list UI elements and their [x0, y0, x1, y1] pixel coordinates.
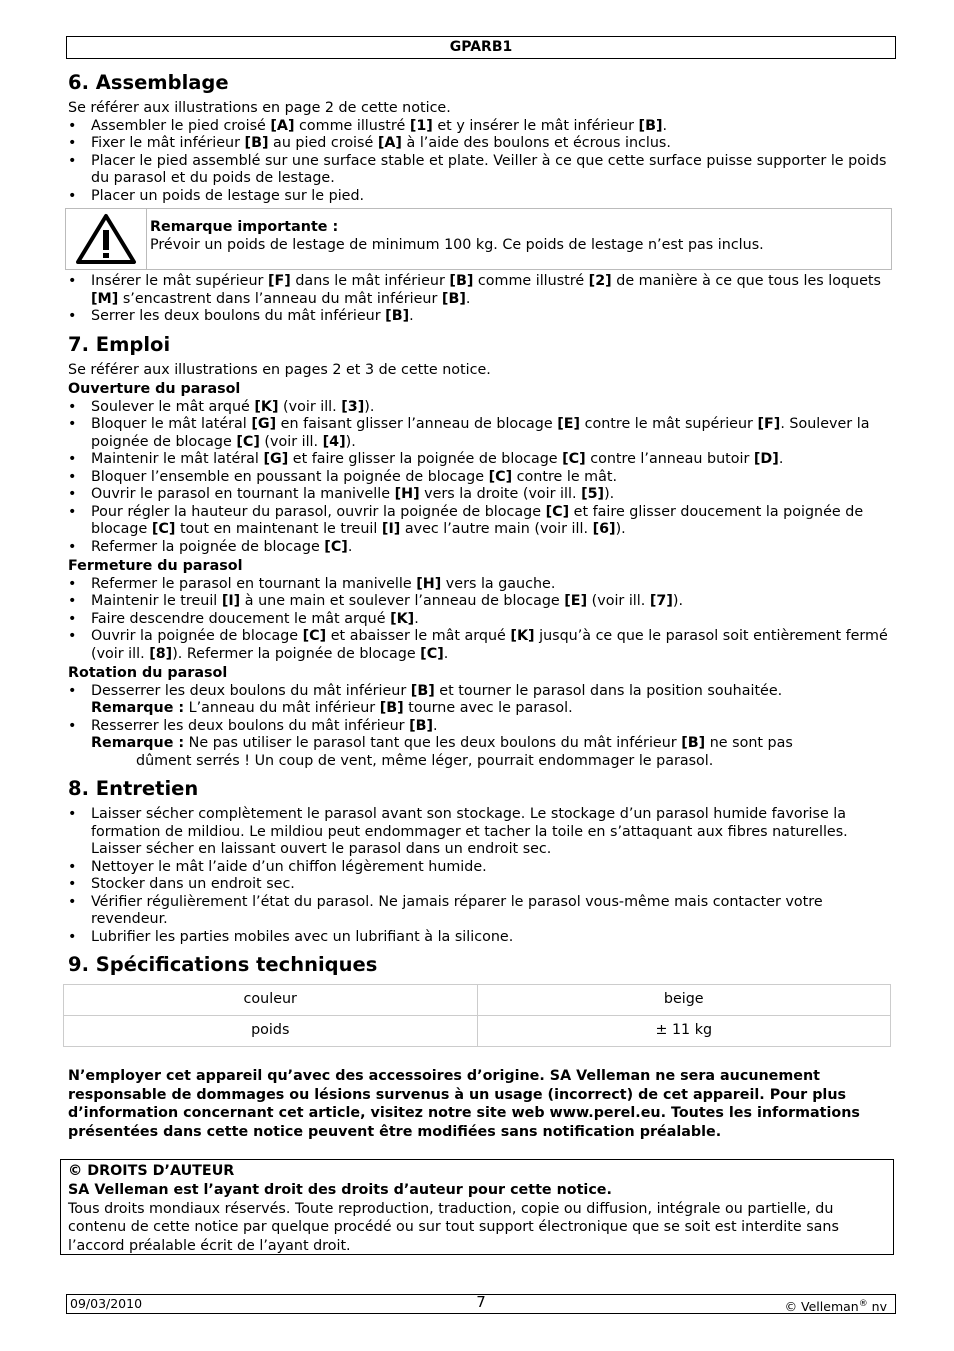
list-item: • Desserrer les deux boulons du mât inférieur [B] et tourner le parasol dans la position souhaitée. Remarque : L’anneau du mât inférieur [B] tourne avec le parasol.: [91, 683, 892, 718]
copyright-title: © DROITS D’AUTEUR: [68, 1163, 235, 1179]
list-item: • Soulever le mât arqué [K] (voir ill. [3]).: [91, 399, 892, 417]
footer-date: 09/03/2010: [70, 1296, 143, 1311]
list-item: • Nettoyer le mât l’aide d’un chiffon légèrement humide.: [91, 859, 892, 877]
list-item: • Refermer la poignée de blocage [C].: [91, 539, 892, 557]
opening-list: [68, 399, 892, 557]
list-item: • Ouvrir la poignée de blocage [C] et abaisser le mât arqué [K] jusqu’à ce que le parasol soit entièrement fermé (voir ill. [8]). Refermer la poignée de blocage [C].: [91, 628, 892, 663]
section-6-list-1: [68, 118, 892, 206]
table-row: [64, 985, 891, 1016]
list-item: • Insérer le mât supérieur [F] dans le mât inférieur [B] comme illustré [2] de manière à ce que tous les loquets [M] s’encastrent dans l’anneau du mât inférieur [B].: [91, 273, 892, 308]
spec-table: [63, 984, 891, 1047]
closing-subtitle: Fermeture du parasol: [68, 558, 243, 574]
section-6-title: 6. Assemblage: [68, 71, 229, 94]
warning-triangle-icon: [66, 209, 147, 269]
table-row: [64, 1016, 891, 1047]
spec-value: beige: [477, 985, 891, 1016]
section-7-title: 7. Emploi: [68, 332, 171, 356]
opening-subtitle: Ouverture du parasol: [68, 381, 241, 397]
list-item: • Bloquer le mât latéral [G] en faisant glisser l’anneau de blocage [E] contre le mât supérieur [F]. Soulever la poignée de blocage [C] (voir ill. [4]).: [91, 416, 892, 451]
warning-text: [147, 209, 764, 269]
section-7-intro: Se référer aux illustrations en pages 2 et 3 de cette notice.: [68, 361, 491, 378]
rotation-list: [68, 683, 892, 771]
closing-list: [68, 576, 892, 664]
copyright-text: Tous droits mondiaux réservés. Toute reproduction, traduction, copie ou diffusion, intégrale ou partielle, du contenu de cette notice par quelque procédé ou sur tout support électronique que se soit est interdite sans l’accord préalable écrit de l’ayant droit.: [68, 1200, 839, 1255]
list-item: • Fixer le mât inférieur [B] au pied croisé [A] à l’aide des boulons et écrous inclus.: [91, 135, 892, 153]
list-item: • Vérifier régulièrement l’état du parasol. Ne jamais réparer le parasol vous-même mais contacter votre revendeur.: [91, 894, 892, 929]
disclaimer: N’employer cet appareil qu’avec des accessoires d’origine. SA Velleman ne sera aucunement responsable de dommages ou lésions survenus à un usage (incorrect) de cet appareil. Pour plus d’information concernant cet article, visitez notre site web www.perel.eu. Toutes les informations présentées dans cette notice peuvent être modifiées sans notification préalable.: [68, 1068, 860, 1140]
section-8-title: 8. Entretien: [68, 777, 199, 800]
section-6-intro: Se référer aux illustrations en page 2 de cette notice.: [68, 100, 451, 116]
list-item: • Bloquer l’ensemble en poussant la poignée de blocage [C] contre le mât.: [91, 469, 892, 487]
warning-body: Prévoir un poids de lestage de minimum 100 kg. Ce poids de lestage n’est pas inclus.: [150, 236, 764, 253]
list-item: • Stocker dans un endroit sec.: [91, 876, 892, 894]
document-header: GPARB1: [66, 36, 896, 59]
list-item: • Laisser sécher complètement le parasol avant son stockage. Le stockage d’un parasol humide favorise la formation de mildiou. Le mildiou peut endommager et tacher la toile en s’attaquant aux fibres naturelles. Laisser sécher en laissant ouvert le parasol dans un endroit sec.: [91, 806, 892, 859]
spec-label: couleur: [64, 985, 478, 1016]
list-item: • Placer un poids de lestage sur le pied.: [91, 188, 892, 206]
warning-box: [65, 208, 892, 270]
section-8-list: [68, 806, 892, 946]
list-item: • Assembler le pied croisé [A] comme illustré [1] et y insérer le mât inférieur [B].: [91, 118, 892, 136]
spec-value: ± 11 kg: [477, 1016, 891, 1047]
spec-label: poids: [64, 1016, 478, 1047]
list-item: • Faire descendre doucement le mât arqué [K].: [91, 611, 892, 629]
section-9-title: 9. Spécifications techniques: [68, 953, 378, 976]
list-item: • Lubrifier les parties mobiles avec un lubrifiant à la silicone.: [91, 929, 892, 947]
list-item: • Ouvrir le parasol en tournant la manivelle [H] vers la droite (voir ill. [5]).: [91, 486, 892, 504]
warning-title: Remarque importante :: [150, 219, 339, 235]
note-continuation: dûment serrés ! Un coup de vent, même léger, pourrait endommager le parasol.: [136, 752, 714, 769]
list-item: • Placer le pied assemblé sur une surface stable et plate. Veiller à ce que cette surface puisse supporter le poids du parasol et du poids de lestage.: [91, 153, 892, 188]
main-content: [68, 66, 892, 1141]
copyright-subtitle: SA Velleman est l’ayant droit des droits d’auteur pour cette notice.: [68, 1181, 612, 1198]
list-item: • Maintenir le mât latéral [G] et faire glisser la poignée de blocage [C] contre l’anneau butoir [D].: [91, 451, 892, 469]
list-item: • Resserrer les deux boulons du mât inférieur [B]. Remarque : Ne pas utiliser le parasol tant que les deux boulons du mât inférieur [B] ne sont pas dûment serrés ! Un coup de vent, même léger, pourrait endommager le parasol.: [91, 718, 892, 771]
copyright-box: [60, 1159, 894, 1255]
section-6-list-2: [68, 273, 892, 326]
list-item: • Refermer le parasol en tournant la manivelle [H] vers la gauche.: [91, 576, 892, 594]
page-footer: [66, 1294, 896, 1314]
rotation-subtitle: Rotation du parasol: [68, 665, 228, 681]
list-item: • Maintenir le treuil [I] à une main et soulever l’anneau de blocage [E] (voir ill. [7]).: [91, 593, 892, 611]
page-number: 7: [476, 1293, 486, 1311]
list-item: • Pour régler la hauteur du parasol, ouvrir la poignée de blocage [C] et faire glisser doucement la poignée de blocage [C] tout en maintenant le treuil [I] avec l’autre main (voir ill. [6]).: [91, 504, 892, 539]
list-item: • Serrer les deux boulons du mât inférieur [B].: [91, 308, 892, 326]
footer-brand: © Velleman® nv: [784, 1299, 887, 1315]
